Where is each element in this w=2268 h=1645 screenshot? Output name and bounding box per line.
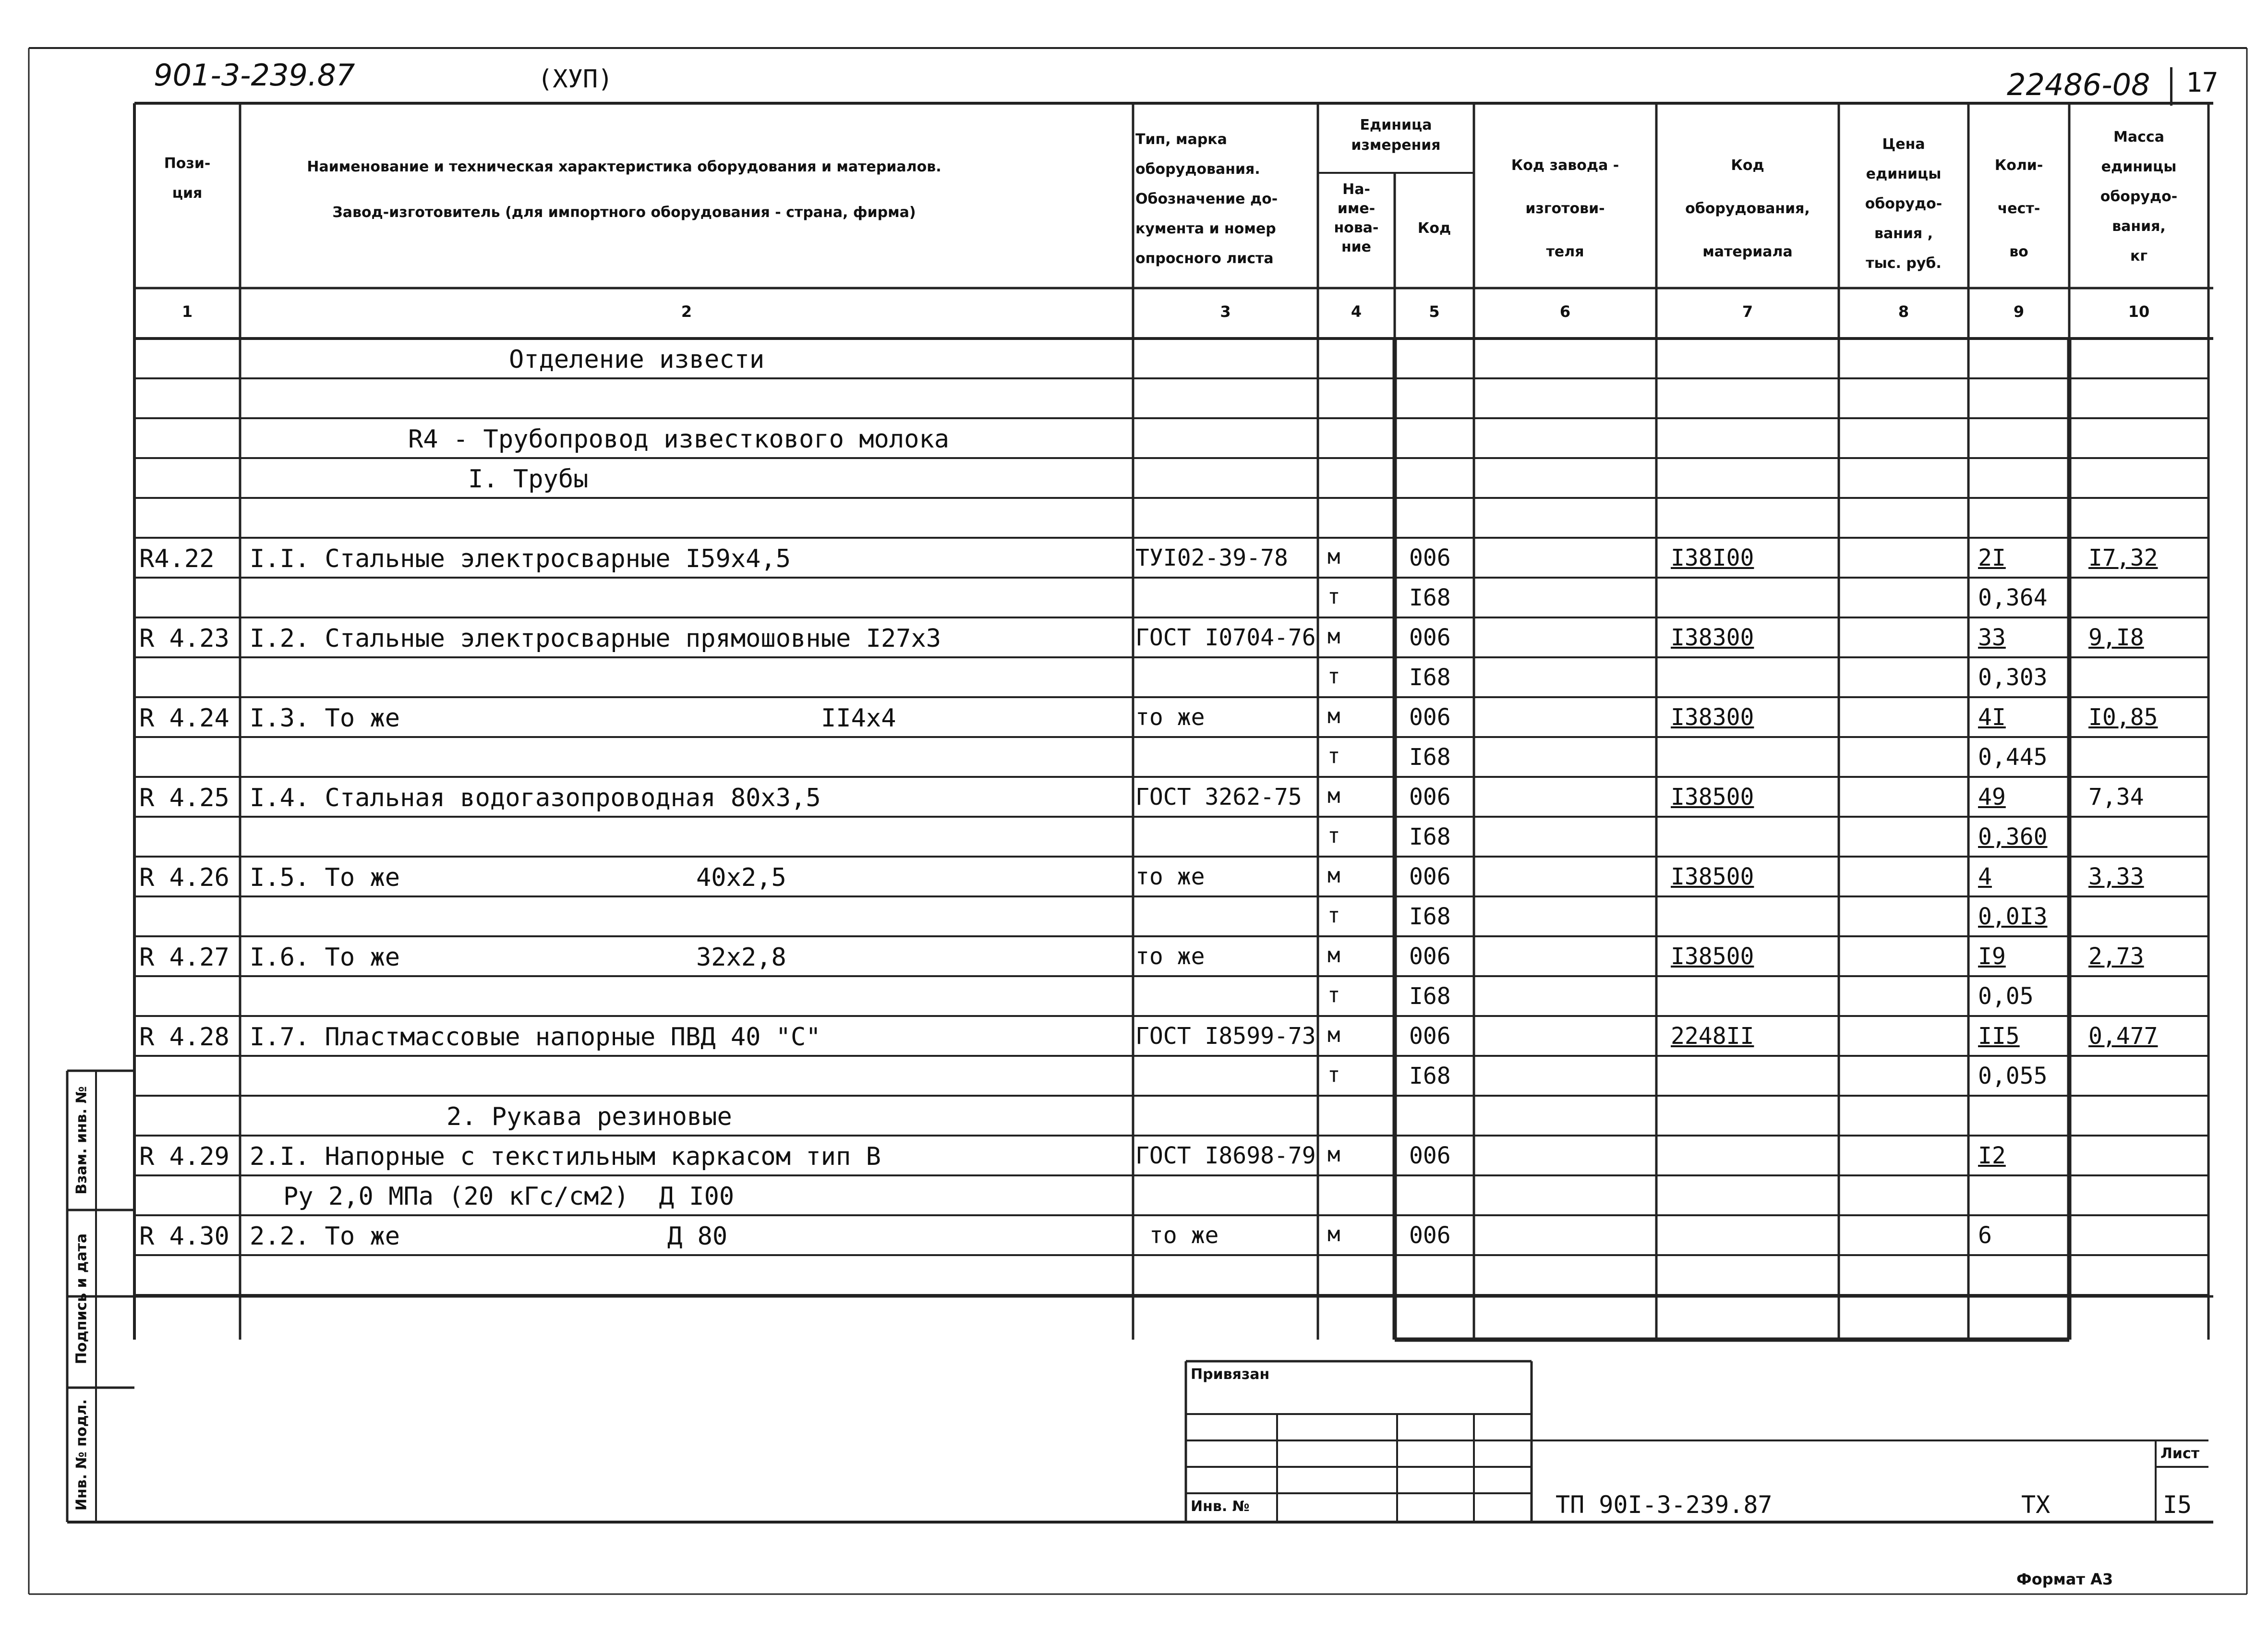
- side-stamp-replace: [67, 1071, 96, 1210]
- row-qty: I2: [1978, 1142, 2006, 1169]
- header-pos: Пози- ция: [164, 155, 211, 202]
- row-kod: 006: [1409, 704, 1451, 731]
- side-stamp-sign: [67, 1210, 96, 1388]
- row-kod: 006: [1409, 943, 1451, 970]
- side-stamp-inv: [67, 1388, 96, 1522]
- row-type: то же: [1135, 704, 1205, 731]
- row-kod: I68: [1409, 584, 1451, 611]
- row-mat: I38500: [1671, 863, 1754, 890]
- row-qty: I9: [1978, 943, 2006, 970]
- stamp-doc: ТП 90I-3-239.87: [1556, 1491, 1773, 1519]
- row-kod: 006: [1409, 863, 1451, 890]
- row-kod: 006: [1409, 1023, 1451, 1050]
- header-unit-name: На- име- нова- ние: [1334, 181, 1379, 255]
- row-qty: 0,05: [1978, 983, 2034, 1010]
- row-qty: 49: [1978, 784, 2006, 810]
- row-qty: 33: [1978, 624, 2006, 651]
- row-name: I. Трубы: [468, 465, 589, 494]
- row-type: ТУI02-39-78: [1135, 544, 1288, 571]
- side-label-replace: Взам. инв. №: [73, 1086, 90, 1195]
- row-unit: м: [1327, 624, 1340, 649]
- row-qty: 4: [1978, 863, 1992, 890]
- row-name: R4 - Трубопровод известкового молока: [408, 425, 950, 454]
- row-pos: R 4.28: [139, 1023, 229, 1052]
- row-size: Д 80: [667, 1222, 728, 1251]
- row-mat: I38500: [1671, 784, 1754, 810]
- row-kod: I68: [1409, 664, 1451, 691]
- row-type: то же: [1135, 863, 1205, 890]
- row-name: I.7. Пластмассовые напорные ПВД 40 "С": [250, 1023, 821, 1052]
- row-name: I.2. Стальные электросварные прямошовные I27x3: [250, 624, 941, 653]
- row-qty: 6: [1978, 1222, 1992, 1249]
- row-name: I.5. То же: [250, 863, 400, 892]
- colnum-4: 4: [1351, 302, 1362, 321]
- colnum-9: 9: [2013, 302, 2025, 321]
- row-unit: т: [1327, 744, 1340, 768]
- stamp-inv: Инв. №: [1191, 1498, 1250, 1515]
- row-size: 32x2,8: [696, 943, 786, 972]
- row-unit: м: [1327, 544, 1340, 569]
- row-type: ГОСТ 3262-75: [1135, 784, 1302, 810]
- colnum-7: 7: [1742, 302, 1753, 321]
- row-kod: 006: [1409, 1142, 1451, 1169]
- corner-sheet: 17: [2170, 67, 2218, 106]
- colnum-5: 5: [1429, 302, 1440, 321]
- colnum-10: 10: [2128, 302, 2150, 321]
- row-unit: м: [1327, 863, 1340, 888]
- side-label-inv: Инв. № подл.: [73, 1399, 90, 1511]
- row-type: то же: [1135, 1222, 1219, 1249]
- row-kod: 006: [1409, 544, 1451, 571]
- row-mat: I38I00: [1671, 544, 1754, 571]
- row-pos: R 4.29: [139, 1142, 229, 1171]
- row-type: ГОСТ I8698-79: [1135, 1142, 1316, 1169]
- colnum-2: 2: [681, 302, 692, 321]
- row-mass: 7,34: [2088, 784, 2144, 810]
- header-equipment-code: Код оборудования, материала: [1685, 157, 1810, 260]
- stamp-list-num: I5: [2163, 1491, 2192, 1519]
- doc-code-left: 901-3-239.87: [154, 58, 355, 93]
- row-name: I.4. Стальная водогазопроводная 80x3,5: [250, 784, 821, 812]
- row-unit: м: [1327, 1222, 1340, 1246]
- row-mass: 3,33: [2088, 863, 2144, 890]
- header-type: Тип, марка оборудования. Обозначение до- кумента и номер опросного листа: [1135, 131, 1278, 267]
- row-pos: R 4.24: [139, 704, 229, 733]
- row-pos: R 4.23: [139, 624, 229, 653]
- row-name: I.I. Стальные электросварные I59x4,5: [250, 544, 791, 573]
- row-kod: 006: [1409, 624, 1451, 651]
- row-kod: I68: [1409, 1063, 1451, 1089]
- row-name: 2.2. То же: [250, 1222, 400, 1251]
- row-name: 2.I. Напорные с текстильным каркасом тип В: [250, 1142, 881, 1171]
- row-mass: 2,73: [2088, 943, 2144, 970]
- row-unit: м: [1327, 784, 1340, 808]
- colnum-3: 3: [1220, 302, 1231, 321]
- row-kod: I68: [1409, 903, 1451, 930]
- row-name: I.6. То же: [250, 943, 400, 972]
- header-name: Наименование и техническая характеристика оборудования и материалов. Завод-изготовитель (для импортного оборудования - страна, фирма): [307, 158, 941, 221]
- row-mass: I0,85: [2088, 704, 2158, 731]
- stamp-tx: ТХ: [2021, 1491, 2051, 1519]
- row-qty: II5: [1978, 1023, 2020, 1050]
- row-size: 40x2,5: [696, 863, 786, 892]
- row-mat: I38300: [1671, 704, 1754, 731]
- row-name: I.3. То же: [250, 704, 400, 733]
- row-unit: м: [1327, 943, 1340, 968]
- row-size: II4x4: [821, 704, 896, 733]
- row-mass: I7,32: [2088, 544, 2158, 571]
- row-unit: т: [1327, 983, 1340, 1007]
- row-unit: т: [1327, 664, 1340, 689]
- row-pos: R 4.26: [139, 863, 229, 892]
- header-factory-code: Код завода - изготови- теля: [1511, 157, 1619, 260]
- colnum-1: 1: [181, 302, 193, 321]
- row-qty: 4I: [1978, 704, 2006, 731]
- row-mat: I38500: [1671, 943, 1754, 970]
- stamp-list-label: Лист: [2160, 1445, 2200, 1462]
- row-type: ГОСТ I0704-76: [1135, 624, 1316, 651]
- row-unit: м: [1327, 704, 1340, 728]
- row-mass: 9,I8: [2088, 624, 2144, 651]
- format-label: Формат А3: [2016, 1570, 2113, 1588]
- side-label-sign: Подпись и дата: [73, 1233, 90, 1365]
- header-price: Цена единицы оборудо- вания , тыс. руб.: [1865, 136, 1942, 272]
- row-qty: 0,445: [1978, 744, 2048, 771]
- colnum-8: 8: [1898, 302, 1909, 321]
- row-kod: I68: [1409, 983, 1451, 1010]
- row-unit: т: [1327, 584, 1340, 609]
- row-pos: R4.22: [139, 544, 215, 573]
- row-mat: 2248II: [1671, 1023, 1754, 1050]
- row-pos: R 4.27: [139, 943, 229, 972]
- row-qty: 0,055: [1978, 1063, 2048, 1089]
- header-unit: Единица измерения: [1351, 117, 1441, 154]
- row-unit: м: [1327, 1142, 1340, 1167]
- row-type: то же: [1135, 943, 1205, 970]
- header-unit-code: Код: [1417, 220, 1451, 237]
- doc-code-right: 22486-08: [2007, 67, 2150, 102]
- row-pos: R 4.30: [139, 1222, 229, 1251]
- row-qty: 0,364: [1978, 584, 2048, 611]
- row-pos: R 4.25: [139, 784, 229, 812]
- row-name: Отделение извести: [509, 345, 765, 374]
- header-mass: Масса единицы оборудо- вания, кг: [2100, 129, 2178, 265]
- row-kod: I68: [1409, 744, 1451, 771]
- doc-section: (ХУП): [538, 65, 613, 94]
- row-qty: 0,360: [1978, 823, 2048, 850]
- row-name: 2. Рукава резиновые: [446, 1102, 732, 1131]
- row-unit: т: [1327, 903, 1340, 928]
- row-qty: 0,303: [1978, 664, 2048, 691]
- row-name: Ру 2,0 МПа (20 кГс/см2) Д I00: [283, 1182, 735, 1211]
- row-qty: 2I: [1978, 544, 2006, 571]
- row-kod: 006: [1409, 784, 1451, 810]
- row-kod: I68: [1409, 823, 1451, 850]
- row-type: ГОСТ I8599-73: [1135, 1023, 1316, 1050]
- row-unit: т: [1327, 823, 1340, 848]
- row-unit: т: [1327, 1063, 1340, 1087]
- row-unit: м: [1327, 1023, 1340, 1047]
- row-mass: 0,477: [2088, 1023, 2158, 1050]
- row-mat: I38300: [1671, 624, 1754, 651]
- stamp-privyazan: Привязан: [1191, 1366, 1270, 1383]
- header-qty: Коли- чест- во: [1994, 157, 2043, 260]
- row-kod: 006: [1409, 1222, 1451, 1249]
- colnum-6: 6: [1559, 302, 1571, 321]
- row-qty: 0,0I3: [1978, 903, 2048, 930]
